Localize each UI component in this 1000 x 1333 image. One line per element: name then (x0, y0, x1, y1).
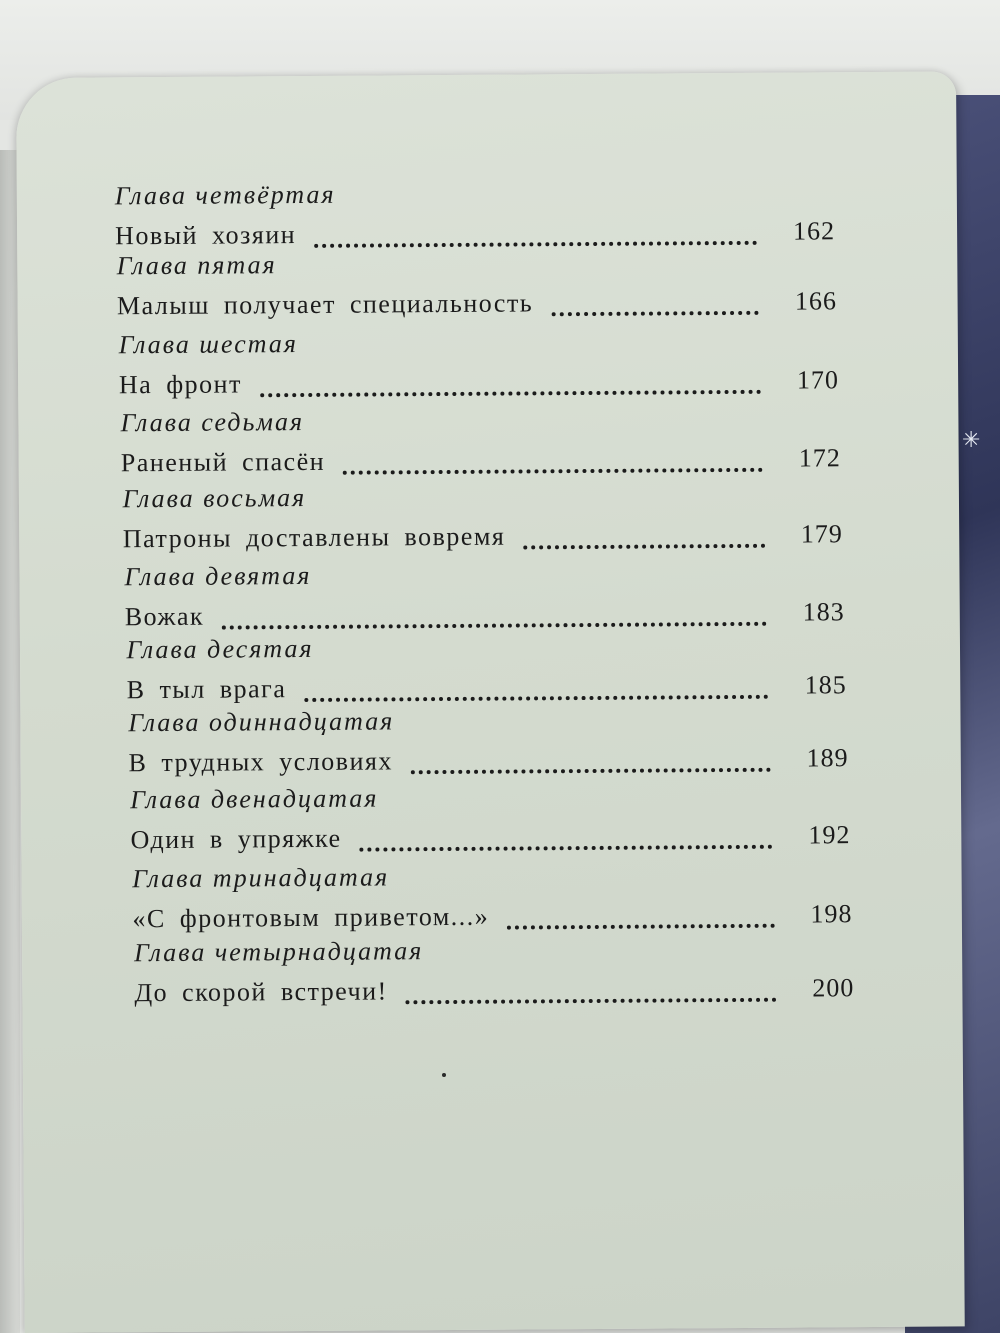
page-number: 185 (804, 670, 847, 700)
page-number: 200 (812, 973, 855, 1003)
star-icon: ✳ (962, 428, 981, 453)
chapter-heading: Глава восьмая (122, 482, 307, 514)
page-number: 198 (810, 899, 853, 929)
chapter-title: Вожак (124, 601, 205, 632)
chapter-heading: Глава девятая (124, 560, 312, 592)
page-number: 166 (794, 286, 838, 316)
page-number: 183 (802, 597, 845, 627)
chapter-title: Раненый спасён (120, 446, 326, 478)
dot-leader (507, 920, 774, 930)
dot-leader (406, 994, 777, 1005)
chapter-heading: Глава шестая (118, 329, 298, 360)
chapter-title: «С фронтовым приветом...» (132, 901, 490, 934)
chapter-title: Патроны доставлены вовремя (122, 521, 506, 554)
page-number: 179 (800, 519, 843, 549)
page-number: 192 (808, 820, 851, 850)
page-number: 189 (806, 743, 849, 773)
chapter-title: На фронт (118, 369, 242, 400)
dot-leader (260, 386, 761, 397)
toc-entry (134, 933, 855, 1091)
toc-line (119, 365, 839, 404)
dot-leader (360, 841, 773, 852)
dot-leader (551, 307, 759, 316)
chapter-title: В трудных условиях (128, 746, 394, 778)
toc-line (130, 820, 850, 859)
page-speck (442, 1073, 446, 1077)
toc-line (128, 743, 848, 782)
dot-leader (222, 618, 767, 630)
chapter-heading: Глава одиннадцатая (128, 706, 395, 738)
table-of-contents (114, 176, 855, 1008)
chapter-title: Один в упряжке (130, 823, 342, 855)
toc-line (132, 899, 852, 938)
toc-line (134, 973, 854, 1012)
chapter-title: Малыш получает специальность (116, 288, 534, 321)
dot-leader (411, 764, 771, 775)
toc-line (117, 286, 837, 325)
chapter-title: Новый хозяин (115, 220, 297, 251)
chapter-heading: Глава пятая (116, 250, 277, 281)
dot-leader (314, 237, 757, 248)
toc-line (121, 443, 841, 482)
chapter-heading: Глава четырнадцатая (134, 936, 424, 968)
chapter-heading: Глава тринадцатая (132, 862, 390, 894)
chapter-heading: Глава седьмая (120, 406, 305, 438)
book-page (16, 71, 965, 1333)
chapter-heading: Глава десятая (126, 633, 314, 665)
page-number: 170 (796, 365, 840, 395)
chapter-heading: Глава двенадцатая (130, 783, 379, 815)
chapter-title: До скорой встречи! (134, 976, 388, 1008)
chapter-heading: Глава четвёртая (114, 179, 336, 211)
dot-leader (304, 691, 768, 702)
dot-leader (523, 540, 765, 550)
chapter-title: В тыл врага (126, 674, 287, 705)
page-number: 172 (798, 443, 841, 473)
toc-line (123, 519, 843, 558)
page-number: 162 (792, 216, 836, 246)
dot-leader (343, 464, 763, 475)
